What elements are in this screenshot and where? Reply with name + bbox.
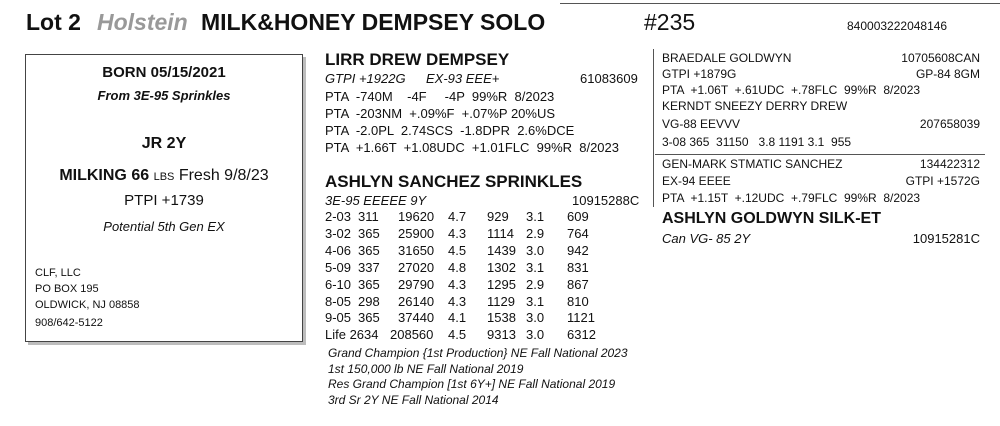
sire-classification: EX-93 EEE+ [426, 71, 500, 86]
sire-pta-line: PTA -740M -4F -4P 99%R 8/2023 [325, 89, 555, 104]
record-fat-pct: 4.3 [448, 225, 467, 241]
paternal-grandsire-name: BRAEDALE GOLDWYN [662, 51, 792, 65]
animal-info-box [25, 54, 303, 342]
dam-award: 1st 150,000 lb NE Fall National 2019 [328, 362, 524, 376]
pedigree-divider-horizontal [655, 154, 985, 155]
owner-address: PO BOX 195 [35, 283, 99, 295]
record-age: 8-05 [325, 293, 352, 309]
record-milk: 37440 [398, 310, 435, 326]
record-age: 3-02 [325, 225, 352, 241]
record-fat: 1114 [487, 225, 514, 241]
record-protein-pct: 3.1 [526, 293, 545, 309]
record-protein: 942 [567, 242, 589, 258]
record-milk: 31650 [398, 242, 435, 258]
life-protein: 6312 [567, 327, 596, 343]
record-age: 4-06 [325, 242, 352, 258]
paternal-grandsire-class: GP-84 8GM [915, 67, 980, 81]
record-protein: 609 [567, 209, 589, 224]
record-fat: 929 [487, 209, 509, 224]
dam-classification: 3E-95 EEEEE 9Y [325, 193, 427, 208]
owner-city: OLDWICK, NJ 08858 [35, 299, 140, 311]
record-days: 365 [358, 310, 380, 326]
life-fat: 9313 [487, 327, 516, 343]
record-days: 365 [358, 276, 380, 292]
record-fat: 1439 [487, 242, 516, 258]
record-protein: 867 [567, 276, 589, 292]
record-days: 365 [358, 242, 380, 258]
potential-note: Potential 5th Gen EX [103, 219, 225, 234]
paternal-granddam-record: 3-08 365 31150 3.8 1191 3.1 955 [662, 135, 852, 149]
record-fat-pct: 4.3 [448, 276, 467, 292]
maternal-granddam-name: ASHLYN GOLDWYN SILK-ET [662, 210, 881, 227]
maternal-granddam-reg: 10915281C [912, 231, 980, 246]
record-fat: 1538 [487, 310, 516, 326]
record-days: 311 [358, 209, 379, 224]
record-milk: 27020 [398, 259, 435, 275]
record-fat: 1295 [487, 276, 516, 292]
birth-date: BORN 05/15/2021 [102, 64, 226, 81]
record-days: 298 [358, 293, 380, 309]
milking-unit: LBS [153, 171, 175, 183]
paternal-granddam-class: VG-88 EEVVV [662, 117, 741, 131]
dam-award: Res Grand Champion [1st 6Y+] NE Fall National 2019 [328, 377, 616, 391]
record-protein: 831 [567, 259, 589, 275]
paternal-granddam-reg: 207658039 [919, 117, 980, 131]
lot-label: Lot 2 [26, 9, 81, 35]
record-fat-pct: 4.5 [448, 242, 467, 258]
sire-pta-line: PTA +1.66T +1.08UDC +1.01FLC 99%R 8/2023 [325, 140, 619, 155]
record-age: 6-10 [325, 276, 352, 292]
paternal-granddam-name: KERNDT SNEEZY DERRY DREW [662, 99, 848, 113]
record-fat-pct: 4.1 [448, 310, 467, 326]
dam-award: 3rd Sr 2Y NE Fall National 2014 [328, 393, 499, 407]
maternal-grandsire-reg: 134422312 [919, 157, 980, 171]
owner-name: CLF, LLC [35, 267, 81, 279]
record-days: 337 [358, 259, 380, 275]
record-protein-pct: 2.9 [526, 276, 545, 292]
maternal-grandsire-gtpi: GTPI +1572G [905, 174, 980, 188]
registration-id: 840003222048146 [847, 19, 948, 33]
record-age: 2-03 [325, 209, 352, 224]
record-age: 5-09 [325, 259, 352, 275]
record-milk: 19620 [398, 209, 435, 224]
life-fat-pct: 4.5 [448, 327, 467, 343]
paternal-grandsire-pta: PTA +1.06T +.61UDC +.78FLC 99%R 8/2023 [662, 83, 921, 97]
animal-name: MILK&HONEY DEMPSEY SOLO [201, 9, 546, 35]
ptpi-value: PTPI +1739 [124, 192, 204, 209]
record-milk: 25900 [398, 225, 435, 241]
dam-name: ASHLYN SANCHEZ SPRINKLES [325, 172, 583, 191]
sale-number: #235 [644, 9, 696, 35]
sire-name: LIRR DREW DEMPSEY [325, 50, 510, 69]
record-protein-pct: 2.9 [526, 225, 545, 241]
milking-label: MILKING [59, 167, 127, 184]
dam-reference: From 3E-95 Sprinkles [97, 88, 231, 103]
record-fat: 1129 [487, 293, 515, 309]
record-fat-pct: 4.7 [448, 209, 467, 224]
header-rule [560, 3, 1000, 4]
sire-pta-line: PTA -2.0PL 2.74SCS -1.8DPR 2.6%DCE [325, 123, 575, 138]
paternal-grandsire-reg: 10705608CAN [901, 51, 980, 65]
record-protein: 810 [567, 293, 589, 309]
paternal-grandsire-gtpi: GTPI +1879G [662, 67, 737, 81]
record-protein-pct: 3.0 [526, 310, 545, 326]
life-protein-pct: 3.0 [526, 327, 545, 343]
record-days: 365 [358, 225, 380, 241]
dam-registration: 10915288C [572, 193, 640, 208]
record-protein-pct: 3.1 [526, 209, 545, 224]
record-fat-pct: 4.3 [448, 293, 467, 309]
record-protein-pct: 3.1 [526, 259, 545, 275]
record-protein: 764 [567, 225, 589, 241]
owner-phone: 908/642-5122 [35, 317, 103, 329]
maternal-grandsire-pta: PTA +1.15T +.12UDC +.79FLC 99%R 8/2023 [662, 191, 921, 205]
fresh-date: Fresh 9/8/23 [178, 167, 269, 184]
sire-pta-line: PTA -203NM +.09%F +.07%P 20%US [325, 106, 556, 121]
milking-value: 66 [131, 167, 150, 184]
life-label-days: Life 2634 [325, 327, 379, 343]
record-age: 9-05 [325, 310, 352, 326]
maternal-granddam-class: Can VG- 85 2Y [662, 231, 751, 246]
pedigree-divider-vertical [653, 49, 654, 207]
record-fat-pct: 4.8 [448, 259, 467, 275]
breed-label: Holstein [97, 9, 188, 35]
milking-status [26, 167, 302, 185]
record-milk: 26140 [398, 293, 435, 309]
maternal-grandsire-name: GEN-MARK STMATIC SANCHEZ [662, 157, 843, 171]
record-protein-pct: 3.0 [526, 242, 545, 258]
sire-gtpi: GTPI +1922G [325, 71, 406, 86]
record-fat: 1302 [487, 259, 516, 275]
maternal-grandsire-class: EX-94 EEEE [662, 174, 731, 188]
age-class: JR 2Y [141, 135, 187, 152]
record-protein: 1121 [567, 310, 595, 326]
dam-award: Grand Champion {1st Production} NE Fall National 2023 [328, 346, 628, 360]
record-milk: 29790 [398, 276, 435, 292]
life-milk: 208560 [390, 327, 434, 343]
sire-registration: 61083609 [580, 71, 638, 86]
